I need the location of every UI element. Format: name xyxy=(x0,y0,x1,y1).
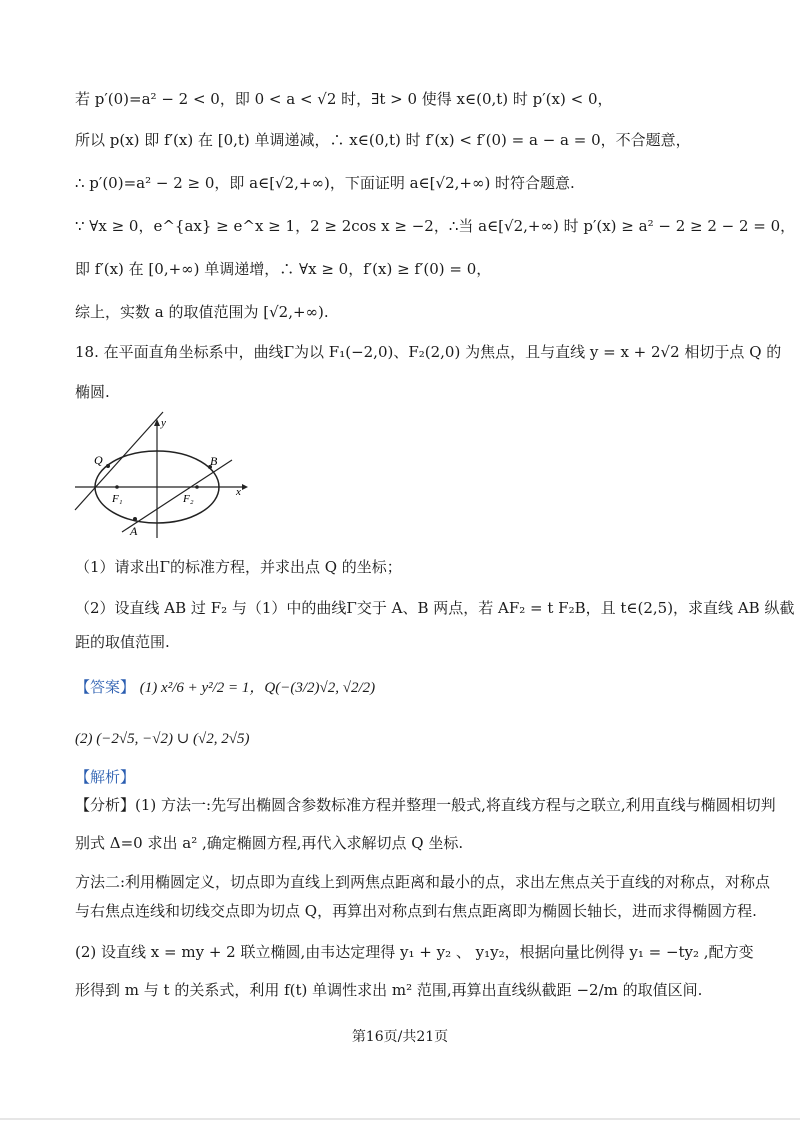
label-q: Q xyxy=(94,453,103,467)
point-f1 xyxy=(115,485,119,489)
point-f2 xyxy=(195,485,199,489)
answer-part-2: (2) (−2√5, −√2) ∪ (√2, 2√5) xyxy=(75,731,250,747)
point-q xyxy=(106,464,110,468)
text-line-5: 即 f′(x) 在 [0,+∞) 单调递增，∴ ∀x ≥ 0，f′(x) ≥ f′(0) = 0， xyxy=(75,260,492,278)
part-2-question-line-2: 距的取值范围. xyxy=(75,633,170,651)
part-1-question: （1）请求出Γ的标准方程，并求出点 Q 的坐标； xyxy=(75,558,402,576)
text-line-4: ∵ ∀x ≥ 0，e^{ax} ≥ e^x ≥ 1，2 ≥ 2cos x ≥ −2，∴当 a∈[√2,+∞) 时 p′(x) ≥ a² − 2 ≥ 2 − 2 = 0， xyxy=(75,217,796,235)
analysis-label: 【分析】 xyxy=(75,796,136,814)
analysis-line-1 xyxy=(75,794,776,816)
label-x: x xyxy=(236,486,241,498)
bottom-divider xyxy=(0,1118,800,1120)
text-line-1: 若 p′(0)=a² − 2 < 0，即 0 < a < √2 时，∃t > 0 使得 x∈(0,t) 时 p′(x) < 0， xyxy=(75,90,613,108)
question-18-line-1: 18. 在平面直角坐标系中，曲线Γ为以 F₁(−2,0)、F₂(2,0) 为焦点，且与直线 y = x + 2√2 相切于点 Q 的 xyxy=(75,343,782,361)
x-axis-arrow xyxy=(242,484,248,490)
label-a: A xyxy=(130,524,138,538)
method-2-line-2: 与右焦点连线和切线交点即为切点 Q，再算出对称点到右焦点距离即为椭圆长轴长，进而求得椭圆方程. xyxy=(75,902,757,920)
answer-part-1: (1) x²/6 + y²/2 = 1，Q(−(3/2)√2, √2/2) xyxy=(139,680,376,696)
label-b: B xyxy=(210,454,218,468)
y-axis-arrow xyxy=(154,419,160,426)
label-f1: F₁ xyxy=(112,493,123,505)
text-line-6: 综上，实数 a 的取值范围为 [√2,+∞). xyxy=(75,303,329,321)
solution-2-line-1: (2) 设直线 x = my + 2 联立椭圆,由韦达定理得 y₁ + y₂ 、 y₁y₂，根据向量比例得 y₁ = −ty₂ ,配方变 xyxy=(75,943,754,961)
text-line-3: ∴ p′(0)=a² − 2 ≥ 0，即 a∈[√2,+∞)，下面证明 a∈[√2,+∞) 时符合题意. xyxy=(75,174,575,192)
question-18-line-2: 椭圆. xyxy=(75,383,110,401)
solution-2-line-2: 形得到 m 与 t 的关系式，利用 f(t) 单调性求出 m² 范围,再算出直线纵截距 −2/m 的取值区间. xyxy=(75,981,703,999)
analysis-tag: 【解析】 xyxy=(75,768,136,786)
method-2-line-1: 方法二:利用椭圆定义，切点即为直线上到两焦点距离和最小的点，求出左焦点关于直线的对称点，对称点 xyxy=(75,873,771,891)
page-number: 第16页/共21页 xyxy=(351,1029,449,1045)
answer-tag: 【答案】 xyxy=(75,678,136,696)
answer-line-2 xyxy=(75,727,760,750)
answer-line-1 xyxy=(75,676,760,699)
ellipse-diagram xyxy=(70,410,250,540)
label-f2: F₂ xyxy=(183,493,194,505)
ellipse-figure xyxy=(70,410,250,540)
label-y: y xyxy=(161,417,166,429)
point-a xyxy=(133,517,137,521)
analysis-method-1: (1) 方法一:先写出椭圆含参数标准方程并整理一般式,将直线方程与之联立,利用直线与椭圆相切判 xyxy=(135,796,776,814)
text-line-2: 所以 p(x) 即 f′(x) 在 [0,t) 单调递减，∴ x∈(0,t) 时 f′(x) < f′(0) = a − a = 0，不合题意， xyxy=(75,131,691,149)
analysis-line-2: 别式 Δ=0 求出 a² ,确定椭圆方程,再代入求解切点 Q 坐标. xyxy=(75,834,464,852)
part-2-question-line-1: （2）设直线 AB 过 F₂ 与（1）中的曲线Γ交于 A、B 两点，若 AF₂ = t F₂B，且 t∈(2,5)，求直线 AB 纵截 xyxy=(75,599,795,617)
